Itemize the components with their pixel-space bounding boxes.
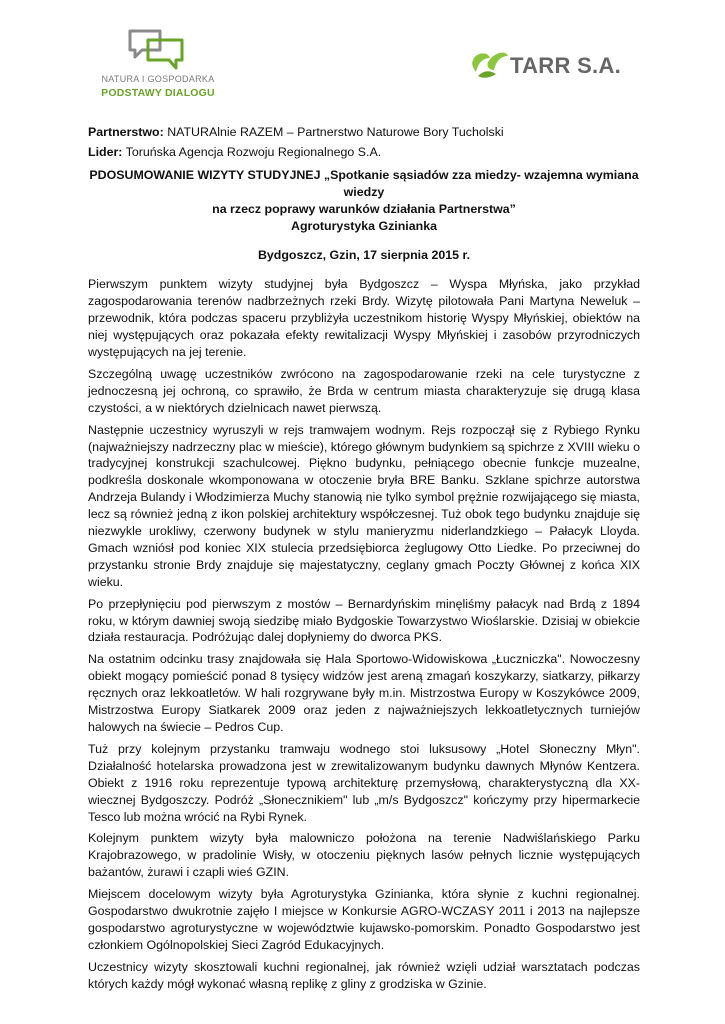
leader-line bbox=[88, 144, 640, 161]
paragraph: Na ostatnim odcinku trasy znajdowała się Hala Sportowo-Widowiskowa „Łuczniczka". Nowoczesny obiekt mogący pomieścić ponad 8 tysięcy widzów jest areną zmagań koszykarzy, siatkarzy, piłkarzy ręcznych oraz lekkoatletów. W hali rozgrywane były m.in. Mistrzostwa Europy w Koszykówce 2009, Mistrzostwa Europy Siatkarek 2009 oraz jeden z najważniejszych lekkoatletycznych turniejów halowych na świecie – Pedros Cup. bbox=[88, 652, 640, 734]
paragraph: Następnie uczestnicy wyruszyli w rejs tramwajem wodnym. Rejs rozpoczął się z Rybiego Rynku (najważniejszy nadrzeczny plac w mieście), którego głównym budynkiem są spichrze z XVIII wieku o tradycyjnej konstrukcji szachulcowej. Piękno budynku, pełniącego obecnie funkcje muzealne, podkreśla doskonale wkomponowana w otoczenie bryła BRE Banku. Szklane spichrze autorstwa Andrzeja Bulandy i Włodzimierza Muchy stanowią nie tylko symbol prężnie rozwijającego się miasta, lecz są również jedną z ikon polskiej architektury współczesnej. Tuż obok tego budynku znajduje się niezwykle urokliwy, czerwony budynek w stylu manieryzmu niderlandzkiego – Pałacyk Lloyda. Gmach wzniósł pod koniec XIX stulecia przedsiębiorca żeglugowy Otto Liedke. Po przeciwnej do przystanku stronie Brdy znajduje się majestatyczny, ceglany gmach Poczty Głównej z końca XIX wieku. bbox=[88, 422, 640, 589]
paragraph: Kolejnym punktem wizyty była malowniczo położona na terenie Nadwiślańskiego Parku Krajobrazowego, w pradolinie Wisły, w otoczeniu pięknych lasów pełnych licznie występujących bażantów, żurawi i czapli wieś GZIN. bbox=[88, 831, 640, 880]
partnership-line bbox=[88, 124, 640, 141]
partnership-label: Partnerstwo: bbox=[88, 125, 164, 139]
document-date: Bydgoszcz, Gzin, 17 sierpnia 2015 r. bbox=[257, 248, 471, 263]
natura-gospodarka-logo bbox=[88, 28, 228, 106]
title-line-1: PDOSUMOWANIE WIZYTY STUDYJNEJ „Spotkanie sąsiadów zza miedzy- wzajemna wymiana wiedzy bbox=[89, 167, 639, 199]
paragraph: Miejscem docelowym wizyty była Agroturystyka Gzinianka, która słynie z kuchni regionalnej. Gospodarstwo dwukrotnie zajęło I miejsce w Konkursie AGRO-WCZASY 2011 i 2013 na najlepsze gospodarstwo agroturystyczne w województwie kujawsko-pomorskim. Ponadto Gospodarstwo jest członkiem Ogólnopolskiej Sieci Zagród Edukacyjnych. bbox=[88, 887, 640, 952]
tarr-logo bbox=[470, 48, 620, 82]
speech-bubbles-icon bbox=[126, 28, 188, 72]
paragraph: Pierwszym punktem wizyty studyjnej była Bydgoszcz – Wyspa Młyńska, jako przykład zagospodarowania terenów nadbrzeżnych rzeki Brdy. Wizytę pilotowała Pani Martyna Neweluk – przewodnik, która podczas spaceru przybliżyła uczestnikom historię Wyspy Młyńskiej, obiektów na niej występujących oraz pokazała efekty rewitalizacji Wyspy Młyńskiej i zasobów przyrodniczych występujących na jej terenie. bbox=[88, 277, 640, 359]
paragraph: Po przepłynięciu pod pierwszym z mostów – Bernardyńskim minęliśmy pałacyk nad Brdą z 1894 roku, w którym dawniej swoją siedzibę miało Bydgoskie Towarzystwo Wioślarskie. Dzisiaj w obiekcie działa restauracja. Podróżując dalej dopłyniemy do dworca PKS. bbox=[88, 596, 640, 645]
document-body bbox=[88, 124, 640, 998]
title-line-3: Agroturystyka Gzinianka bbox=[291, 218, 437, 233]
document-title bbox=[88, 167, 640, 235]
leader-label: Lider: bbox=[88, 144, 123, 159]
paragraph: Szczególną uwagę uczestników zwrócono na zagospodarowanie rzeki na cele turystyczne z jednoczesną jej ochroną, co sprawiło, że Brda w centrum miasta charakteryzuje się drugą klasa czystości, a w niektórych dzielnicach nawet pierwszą. bbox=[88, 366, 640, 415]
partnership-value: NATURAlnie RAZEM – Partnerstwo Naturowe Bory Tucholski bbox=[163, 125, 504, 139]
paragraph: Uczestnicy wizyty skosztowali kuchni regionalnej, jak również wzięli udział warsztatach podczas których każdy mógł wykonać własną replikę z gliny z grodziska w Gzinie. bbox=[88, 959, 640, 991]
leaf-icon bbox=[470, 48, 510, 82]
paragraph: Tuż przy kolejnym przystanku tramwaju wodnego stoi luksusowy „Hotel Słoneczny Młyn". Działalność hotelarska prowadzona jest w zrewitalizowanym budynku dawnych Młynów Kentzera. Obiekt z 1916 roku reprezentuje typową architekturę przemysłową, charakterystyczną dla XX-wiecznej Bydgoszczy. Podróż „Słonecznikiem" lub „m/s Bydgoszcz" kończymy przy hipermarkecie Tesco lub można wrócić na Rybi Rynek. bbox=[88, 741, 640, 824]
logo-left-line1: NATURA I GOSPODARKA bbox=[101, 74, 215, 84]
logo-right-text: TARR S.A. bbox=[510, 53, 622, 78]
leader-value: Toruńska Agencja Rozwoju Regionalnego S.A. bbox=[122, 144, 382, 159]
logo-left-line2: PODSTAWY DIALOGU bbox=[101, 87, 215, 99]
title-line-2: na rzecz poprawy warunków działania Partnerstwa” bbox=[212, 201, 516, 216]
